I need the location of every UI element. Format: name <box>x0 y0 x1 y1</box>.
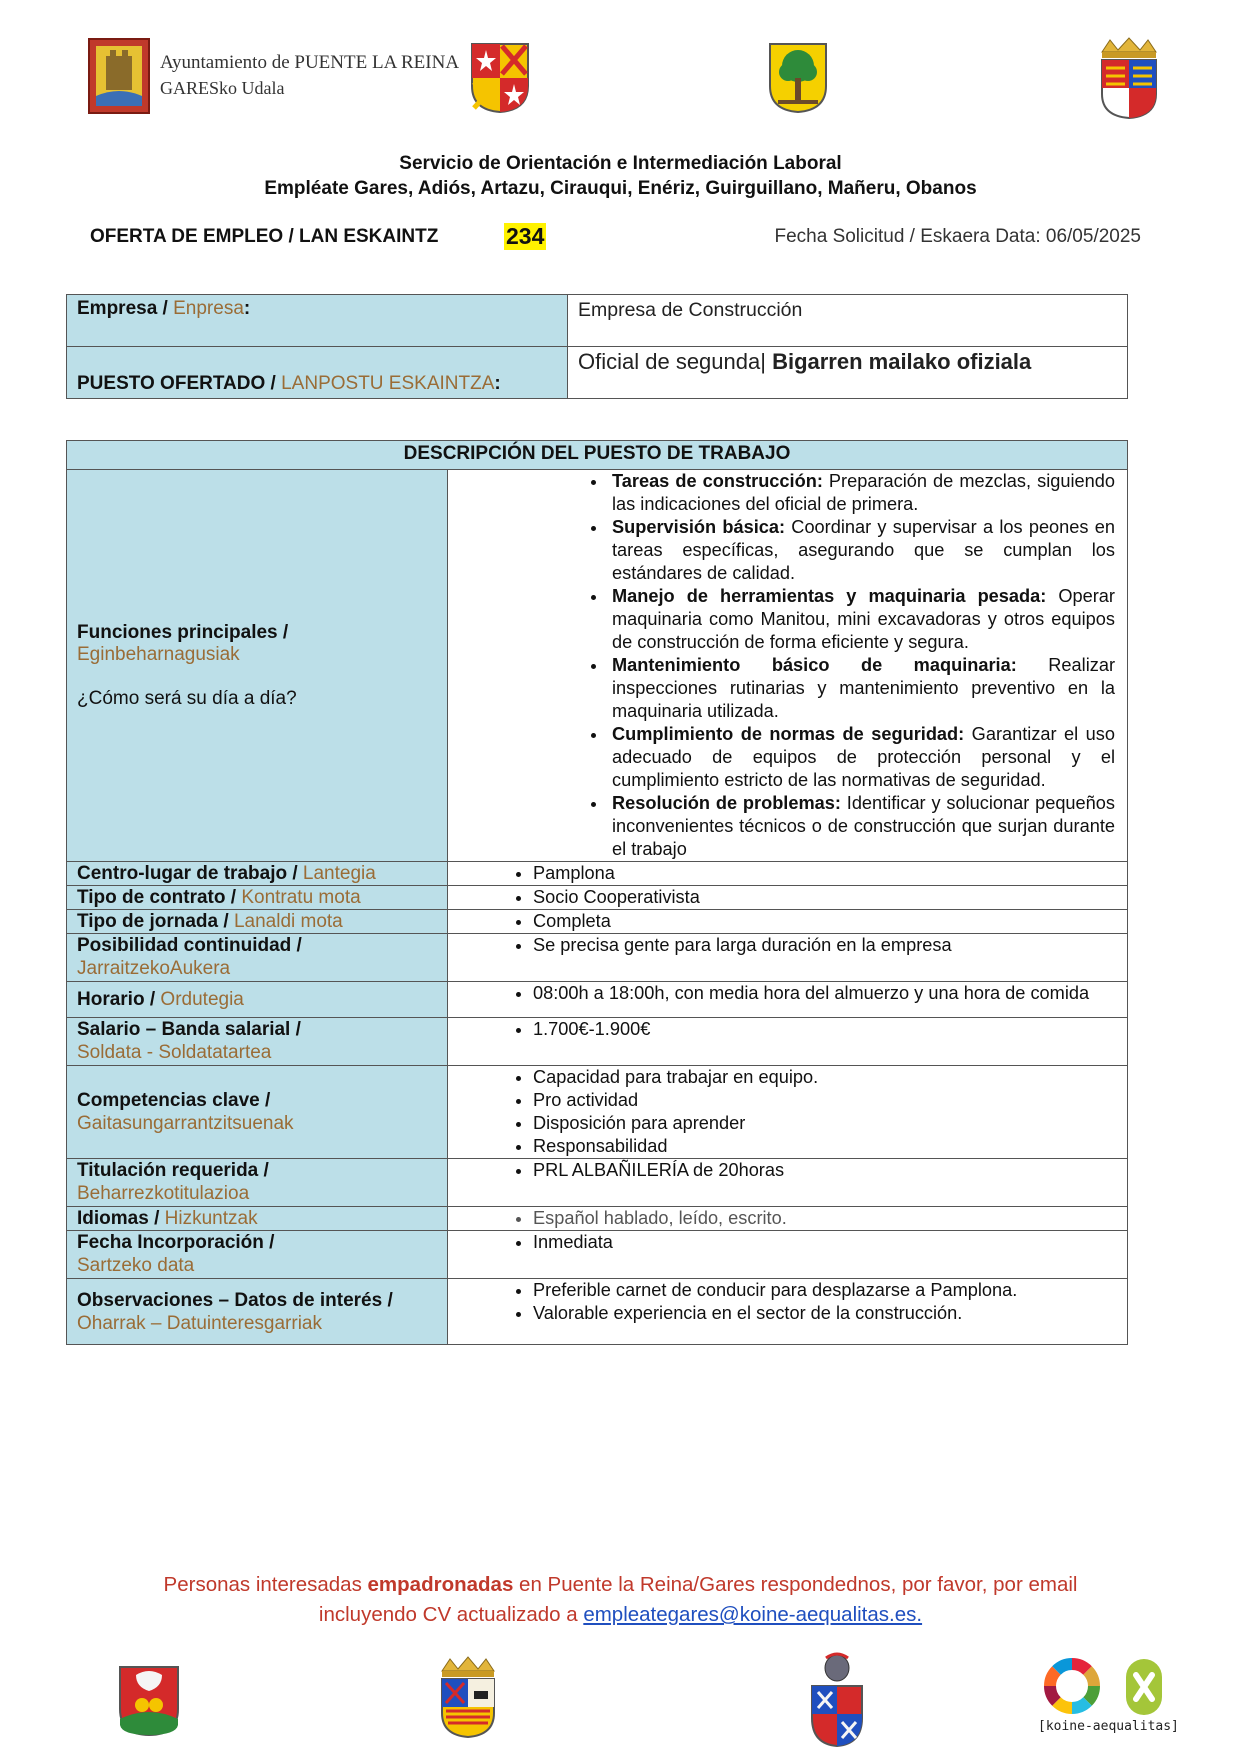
detail-label-sep: / <box>258 1160 269 1181</box>
detail-label-es: Horario <box>77 989 145 1010</box>
empresa-label-es: Empresa <box>77 298 158 319</box>
detail-value-item: • Español hablado, leído, escrito. <box>533 1207 1117 1230</box>
detail-label-es: Posibilidad continuidad <box>77 935 292 956</box>
detail-row <box>67 1159 1128 1207</box>
puesto-label-colon: : <box>494 373 501 394</box>
company-table <box>66 294 1128 399</box>
task-text: Identificar y solucionar pequeños inconvenientes técnicos o de construcción que surjan durante el trabajo <box>612 793 1115 859</box>
detail-label-eu: Lantegia <box>302 863 376 884</box>
detail-value-item: • Completa <box>533 910 1117 933</box>
service-title: Servicio de Orientación e Intermediación Laboral <box>399 153 842 174</box>
koine-caption: [koine-aequalitas] <box>1038 1719 1179 1734</box>
detail-label-sep: / <box>148 1208 165 1229</box>
task-item <box>608 585 1115 654</box>
detail-row-label <box>67 1231 448 1279</box>
detail-label-sep: / <box>263 1232 275 1253</box>
detail-value-item: • Inmediata <box>533 1231 1117 1254</box>
detail-value-item: • Responsabilidad <box>533 1135 1117 1158</box>
detail-value-item: • Se precisa gente para larga duración en la empresa <box>533 934 1117 957</box>
detail-row-label <box>67 886 448 910</box>
detail-label-es: Tipo de contrato <box>77 887 226 908</box>
puesto-value-eu: Bigarren mailako ofiziala <box>772 349 1032 374</box>
helmet-shield-icon <box>804 1652 870 1748</box>
municipalities-title: Empléate Gares, Adiós, Artazu, Cirauqui, Enériz, Guirguillano, Mañeru, Obanos <box>264 178 977 199</box>
detail-value-item: • Valorable experiencia en el sector de la construcción. <box>533 1302 1117 1325</box>
detail-row-value <box>448 886 1128 910</box>
detail-label-eu: Beharrezkotitulazioa <box>77 1183 250 1204</box>
detail-row-value <box>448 1207 1128 1231</box>
detail-label-es: Tipo de jornada <box>77 911 219 932</box>
detail-row <box>67 934 1128 982</box>
detail-row-value <box>448 1018 1128 1066</box>
footer-text-bold: empadronadas <box>367 1573 514 1596</box>
detail-row-label <box>67 862 448 886</box>
detail-label-sep: / <box>290 1019 301 1040</box>
task-item <box>608 470 1115 516</box>
detail-label-es: Salario – Banda salarial <box>77 1019 291 1040</box>
empresa-label-sep: / <box>157 298 174 319</box>
contact-email-link[interactable]: empleategares@koine-aequalitas.es. <box>583 1603 923 1626</box>
task-text: Garantizar el uso adecuado de equipos de protección personal y el cumplimiento estricto de las normativas de seguridad. <box>612 724 1115 790</box>
detail-row <box>67 886 1128 910</box>
puesto-value-es: Oficial de segunda <box>578 349 761 374</box>
sdg-wheel-icon <box>1038 1655 1108 1717</box>
puesto-value <box>568 347 1128 399</box>
detail-label-sep: / <box>287 863 303 884</box>
detail-row <box>67 1018 1128 1066</box>
detail-label-sep: / <box>291 935 302 956</box>
puesto-label <box>67 347 568 399</box>
task-title: Resolución de problemas: <box>612 793 841 813</box>
task-item <box>608 792 1115 861</box>
puesto-label-eu: LANPOSTU ESKAINTZA <box>281 373 495 394</box>
task-title: Manejo de herramientas y maquinaria pesada: <box>612 586 1047 606</box>
detail-label-eu: Hizkuntzak <box>164 1208 258 1229</box>
functions-value <box>448 470 1128 862</box>
detail-value-item: • Pro actividad <box>533 1089 1117 1112</box>
logo-text-line2: GARESko Udala <box>160 78 285 98</box>
crowned-shield-icon <box>1096 36 1162 120</box>
puente-la-reina-shield-icon <box>88 38 150 114</box>
detail-row-label <box>67 1279 448 1345</box>
detail-label-eu: Ordutegia <box>160 989 244 1010</box>
detail-row-value <box>448 910 1128 934</box>
puente-la-reina-logo <box>88 38 460 114</box>
detail-label-eu: Sartzeko data <box>77 1255 195 1276</box>
koine-aequalitas-logo <box>1038 1655 1178 1745</box>
footer-line2 <box>0 1600 1241 1630</box>
detail-label-es: Titulación requerida <box>77 1160 259 1181</box>
footer-line1 <box>0 1570 1241 1600</box>
detail-row-label <box>67 1207 448 1231</box>
detail-row-label <box>67 910 448 934</box>
task-item <box>608 516 1115 585</box>
functions-label-eu: Eginbeharnagusiak <box>77 643 240 665</box>
koine-mark-icon <box>1124 1657 1164 1717</box>
detail-value-item: • 08:00h a 18:00h, con media hora del almuerzo y una hora de comida <box>533 982 1117 1005</box>
offer-label: OFERTA DE EMPLEO / LAN ESKAINTZ <box>90 226 439 247</box>
task-title: Supervisión básica: <box>612 517 786 537</box>
detail-value-item: • PRL ALBAÑILERÍA de 20horas <box>533 1159 1117 1182</box>
task-item <box>608 723 1115 792</box>
detail-row-label <box>67 1066 448 1159</box>
task-text: Coordinar y supervisar a los peones en tareas específicas, asegurando que se cumplan los estándares de calidad. <box>612 517 1115 583</box>
detail-value-item: • Socio Cooperativista <box>533 886 1117 909</box>
detail-value-item: • Preferible carnet de conducir para desplazarse a Pamplona. <box>533 1279 1117 1302</box>
detail-label-eu: Oharrak – Datuinteresgarriak <box>77 1312 322 1334</box>
crowned-shield-2-icon <box>436 1655 500 1739</box>
empresa-label-colon: : <box>243 298 251 319</box>
footer-text-line2: incluyendo CV actualizado a <box>318 1603 584 1626</box>
footer-text-part1: Personas interesadas <box>163 1573 368 1596</box>
detail-row-label <box>67 1018 448 1066</box>
functions-label-es: Funciones principales / <box>77 621 289 643</box>
offer-number: 234 <box>506 223 545 249</box>
detail-label-eu: Kontratu mota <box>241 887 361 908</box>
detail-row-value <box>448 934 1128 982</box>
detail-row-label <box>67 1159 448 1207</box>
empresa-value: Empresa de Construcción <box>568 295 1128 347</box>
functions-label <box>67 470 448 862</box>
detail-label-es: Idiomas <box>77 1208 149 1229</box>
detail-label-sep: / <box>218 911 234 932</box>
detail-label-eu: Lanaldi mota <box>233 911 343 932</box>
red-shield-icon <box>118 1665 180 1737</box>
detail-value-item: • Capacidad para trabajar en equipo. <box>533 1066 1117 1089</box>
detail-row <box>67 862 1128 886</box>
empresa-label <box>67 295 568 347</box>
task-title: Mantenimiento básico de maquinaria: <box>612 655 1017 675</box>
task-text: Preparación de mezclas, siguiendo las indicaciones del oficial de primera. <box>612 471 1115 514</box>
detail-value-item: • 1.700€-1.900€ <box>533 1018 1117 1041</box>
detail-row-value <box>448 862 1128 886</box>
detail-label-eu: Soldata - Soldatatartea <box>77 1042 272 1063</box>
task-text: Realizar inspecciones rutinarias y mantenimiento preventivo en la maquinaria utilizada. <box>612 655 1115 721</box>
detail-label-eu: JarraitzekoAukera <box>77 958 231 979</box>
detail-row-value <box>448 1159 1128 1207</box>
detail-row <box>67 1207 1128 1231</box>
detail-row-value <box>448 1279 1128 1345</box>
detail-row-label <box>67 934 448 982</box>
puesto-value-sep: | <box>760 349 773 374</box>
detail-label-es: Competencias clave <box>77 1090 260 1111</box>
detail-row <box>67 1066 1128 1159</box>
logo-text-line1: Ayuntamiento de PUENTE LA REINA <box>160 52 460 73</box>
puesto-label-es: PUESTO OFERTADO <box>77 373 266 394</box>
description-heading: DESCRIPCIÓN DEL PUESTO DE TRABAJO <box>67 441 1128 470</box>
job-description-table <box>66 440 1128 1345</box>
tree-shield-icon <box>768 42 828 114</box>
detail-row-value <box>448 1066 1128 1159</box>
request-date: Fecha Solicitud / Eskaera Data: 06/05/2025 <box>774 226 1141 247</box>
detail-row <box>67 910 1128 934</box>
task-title: Tareas de construcción: <box>612 471 823 491</box>
detail-row-value <box>448 1231 1128 1279</box>
task-item <box>608 654 1115 723</box>
detail-row-label <box>67 982 448 1018</box>
coat-of-arms-quartered-icon <box>470 42 530 114</box>
detail-row-value <box>448 982 1128 1018</box>
detail-row <box>67 982 1128 1018</box>
empresa-label-eu: Enpresa <box>173 298 244 319</box>
detail-row <box>67 1279 1128 1345</box>
detail-label-sep: / <box>225 887 242 908</box>
detail-label-es: Centro-lugar de trabajo <box>77 863 288 884</box>
puesto-label-sep: / <box>265 373 282 394</box>
detail-label-sep: / <box>382 1289 393 1311</box>
detail-label-sep: / <box>259 1090 271 1111</box>
functions-question: ¿Cómo será su día a día? <box>77 687 297 709</box>
detail-row <box>67 1231 1128 1279</box>
detail-value-item: • Pamplona <box>533 862 1117 885</box>
detail-label-es: Observaciones – Datos de interés <box>77 1289 383 1311</box>
detail-value-item: • Disposición para aprender <box>533 1112 1117 1135</box>
detail-label-es: Fecha Incorporación <box>77 1232 264 1253</box>
detail-label-sep: / <box>144 989 161 1010</box>
detail-label-eu: Gaitasungarrantzitsuenak <box>77 1113 294 1134</box>
task-text: Operar maquinaria como Manitou, mini excavadoras y otros equipos de construcción de forma eficiente y segura. <box>612 586 1115 652</box>
task-title: Cumplimiento de normas de seguridad: <box>612 724 965 744</box>
task-list <box>448 470 1127 861</box>
footer-text-part2: en Puente la Reina/Gares respondednos, por favor, por email <box>513 1573 1078 1596</box>
